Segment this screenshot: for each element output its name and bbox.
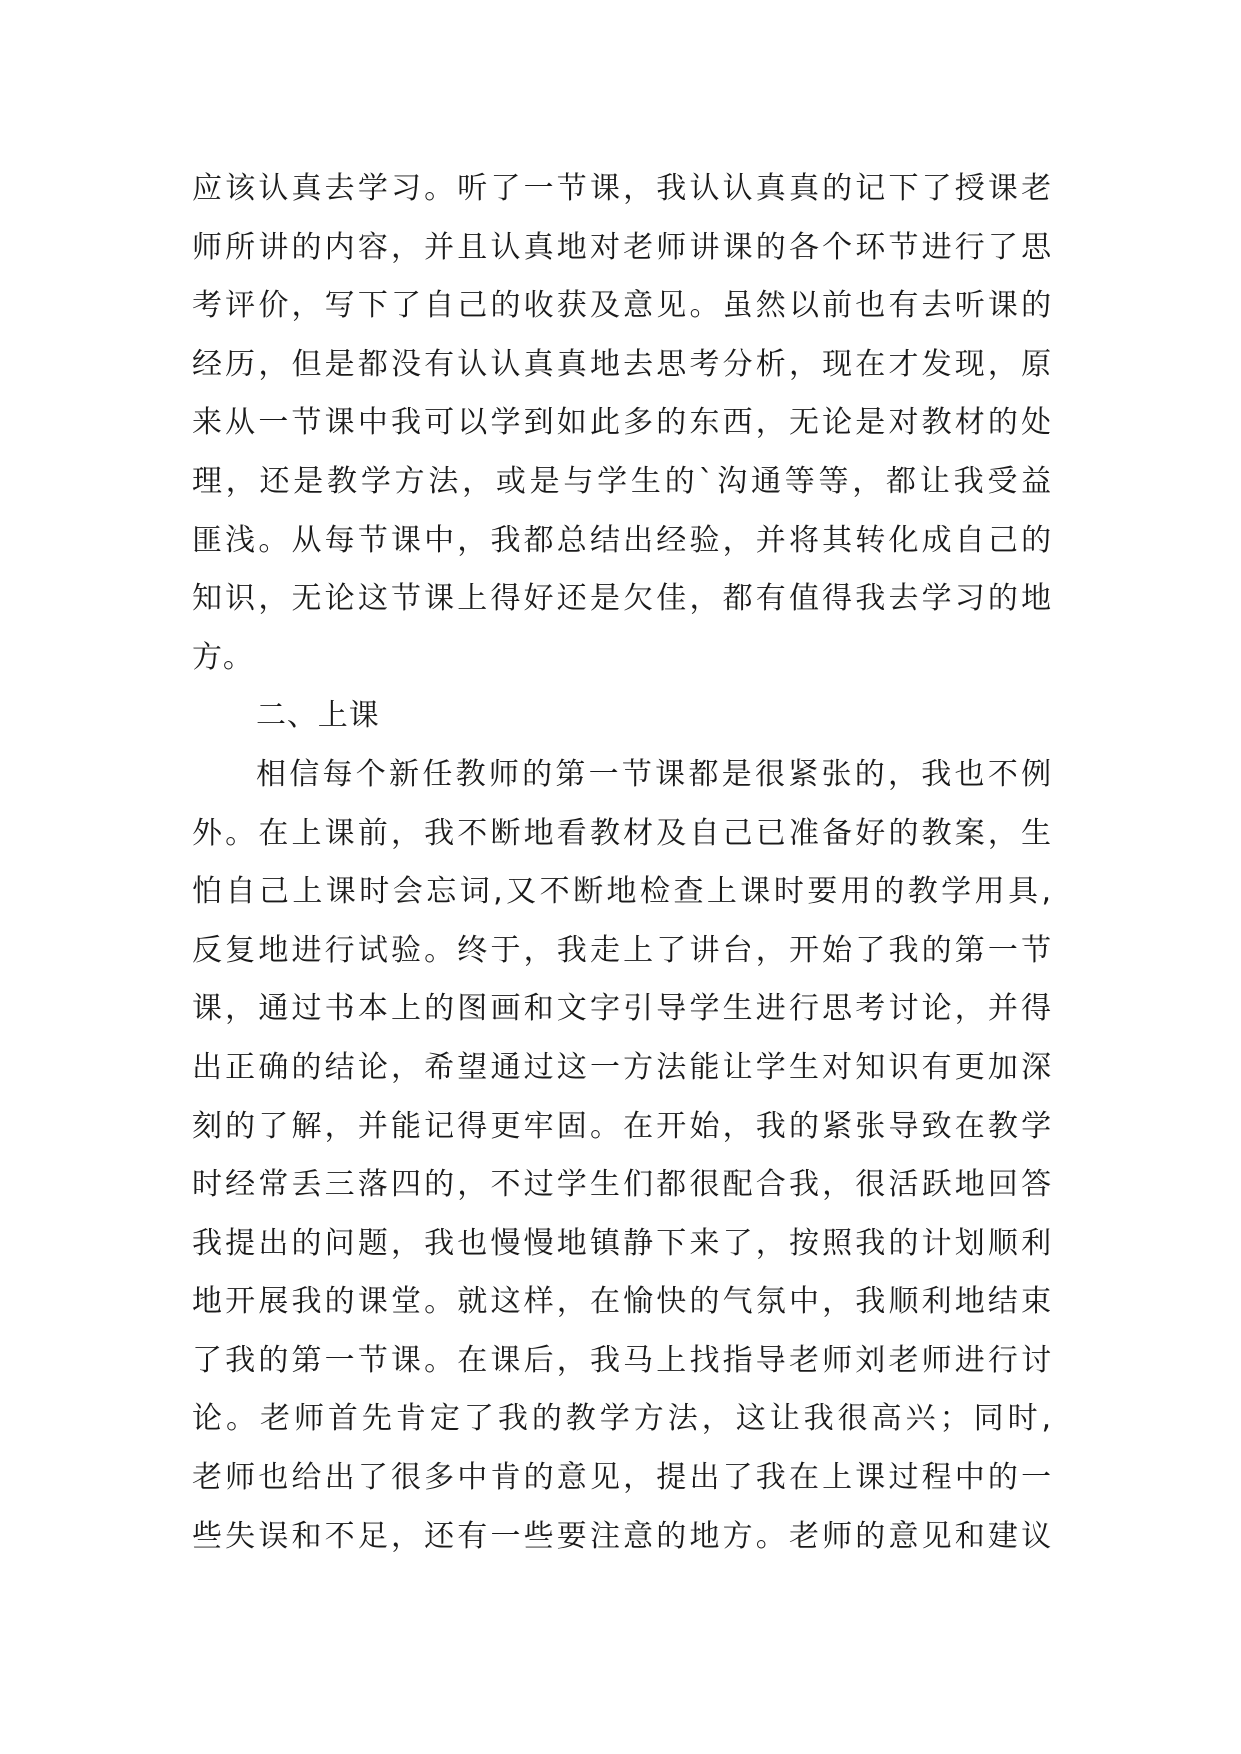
body-text [192,160,1052,1566]
paragraph-2 [192,746,1052,1566]
text-line: 来从一节课中我可以学到如此多的东西，无论是对教材的处 [192,405,1052,441]
text-line: 时经常丢三落四的，不过学生们都很配合我，很活跃地回答 [192,1167,1052,1203]
text-line: 理，还是教学方法，或是与学生的`沟通等等，都让我受益 [192,463,1052,499]
text-line: 课，通过书本上的图画和文字引导学生进行思考讨论，并得 [192,991,1052,1027]
text-line: 刻的了解，并能记得更牢固。在开始，我的紧张导致在教学 [192,1108,1052,1144]
text-line: 匪浅。从每节课中，我都总结出经验，并将其转化成自己的 [192,522,1052,558]
text-line: 怕自己上课时会忘词,又不断地检查上课时要用的教学用具, [192,874,1052,910]
paragraph-1 [192,160,1052,687]
text-line: 些失误和不足，还有一些要注意的地方。老师的意见和建议 [192,1518,1052,1554]
text-line: 我提出的问题，我也慢慢地镇静下来了，按照我的计划顺利 [192,1225,1052,1261]
section-heading: 二、上课 [256,698,380,734]
text-line: 论。老师首先肯定了我的教学方法，这让我很高兴；同时, [192,1401,1052,1437]
text-line: 应该认真去学习。听了一节课，我认认真真的记下了授课老 [192,171,1052,206]
text-line: 外。在上课前，我不断地看教材及自己已准备好的教案，生 [192,815,1052,851]
text-line: 师所讲的内容，并且认真地对老师讲课的各个环节进行了思 [192,229,1052,265]
text-line: 方。 [192,639,254,675]
text-line: 经历，但是都没有认认真真地去思考分析，现在才发现，原 [192,346,1052,382]
text-line: 反复地进行试验。终于，我走上了讲台，开始了我的第一节 [192,932,1052,968]
text-line: 相信每个新任教师的第一节课都是很紧张的，我也不例 [256,756,1052,792]
text-line: 知识，无论这节课上得好还是欠佳，都有值得我去学习的地 [192,581,1052,617]
text-line: 出正确的结论，希望通过这一方法能让学生对知识有更加深 [192,1049,1052,1085]
text-line: 了我的第一节课。在课后，我马上找指导老师刘老师进行讨 [192,1342,1052,1378]
text-line: 老师也给出了很多中肯的意见，提出了我在上课过程中的一 [192,1460,1052,1496]
text-line: 地开展我的课堂。就这样，在愉快的气氛中，我顺利地结束 [192,1284,1052,1320]
text-line: 考评价，写下了自己的收获及意见。虽然以前也有去听课的 [192,288,1052,324]
